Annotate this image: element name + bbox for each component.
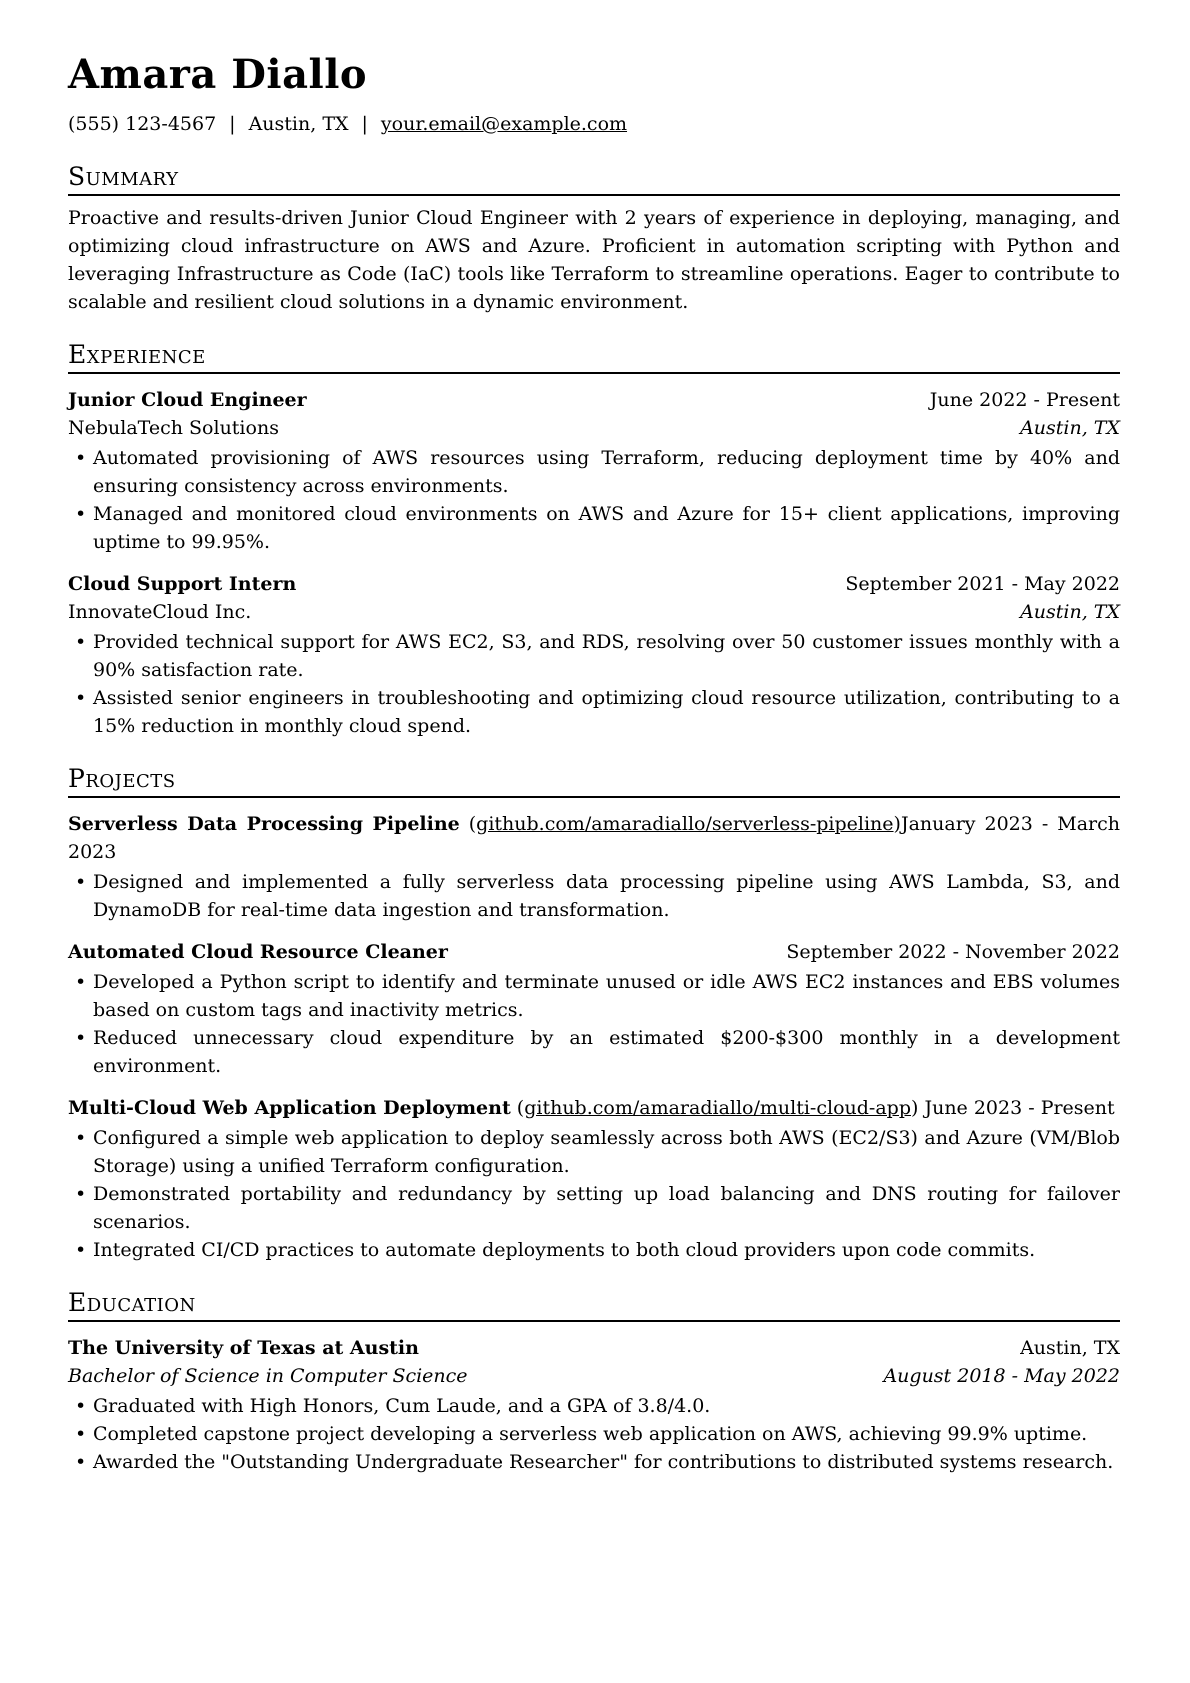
project-dates: September 2022 - November 2022 xyxy=(786,941,1120,963)
company-name: InnovateCloud Inc. xyxy=(68,601,252,623)
company-name: NebulaTech Solutions xyxy=(68,417,279,439)
bullet-item: • Designed and implemented a fully serverless data processing pipeline using AWS Lambda, S3, and DynamoDB for real-time data ingestion and transformation. xyxy=(68,868,1120,924)
job-bullets xyxy=(68,444,1120,556)
project-github-link[interactable]: github.com/amaradiallo/serverless-pipeline xyxy=(476,813,894,835)
bullet-item: • Assisted senior engineers in troubleshooting and optimizing cloud resource utilization, contributing to a 15% reduction in monthly cloud spend. xyxy=(68,684,1120,740)
job-location: Austin, TX xyxy=(1020,417,1120,439)
contact-separator: | xyxy=(229,113,236,135)
project-entry xyxy=(68,938,1120,1080)
project-entry xyxy=(68,1094,1120,1264)
bullet-item: • Awarded the "Outstanding Undergraduate Researcher" for contributions to distributed systems research. xyxy=(68,1448,1120,1476)
section-title-summary: Summary xyxy=(68,162,1120,196)
project-bullets xyxy=(68,1124,1120,1264)
project-name: Multi-Cloud Web Application Deployment xyxy=(68,1097,511,1119)
entry-header-row xyxy=(68,570,1120,598)
entry-header-row xyxy=(68,386,1120,414)
degree-name: Bachelor of Science in Computer Science xyxy=(68,1365,468,1387)
contact-separator: | xyxy=(361,113,368,135)
entry-subheader-row xyxy=(68,598,1120,626)
bullet-item: • Completed capstone project developing a serverless web application on AWS, achieving 99.9% uptime. xyxy=(68,1420,1120,1448)
summary-text: Proactive and results-driven Junior Cloud Engineer with 2 years of experience in deploying, managing, and optimizing cloud infrastructure on AWS and Azure. Proficient in automation scripting with Python and leveraging Infrastructure as Code (IaC) tools like Terraform to streamline operations. Eager to contribute to scalable and resilient cloud solutions in a dynamic environment. xyxy=(68,207,1120,313)
section-experience xyxy=(68,340,1120,740)
bullet-item: • Developed a Python script to identify and terminate unused or idle AWS EC2 instances and EBS volumes based on custom tags and inactivity metrics. xyxy=(68,968,1120,1024)
section-summary xyxy=(68,162,1120,316)
project-name: Serverless Data Processing Pipeline xyxy=(68,813,460,835)
entry-subheader-row xyxy=(68,414,1120,442)
job-dates: September 2021 - May 2022 xyxy=(845,573,1120,595)
project-bullets xyxy=(68,968,1120,1080)
person-name: Amara Diallo xyxy=(68,51,368,98)
bullet-item: • Provided technical support for AWS EC2, S3, and RDS, resolving over 50 customer issues monthly with a 90% satisfaction rate. xyxy=(68,628,1120,684)
project-header xyxy=(68,810,1120,866)
section-title-projects: Projects xyxy=(68,764,1120,798)
contact-location: Austin, TX xyxy=(248,113,349,135)
phone-number: (555) 123-4567 xyxy=(68,113,217,135)
section-title-education: Education xyxy=(68,1288,1120,1322)
entry-subheader-row xyxy=(68,1362,1120,1390)
project-dates: January 2023 - March 2023 xyxy=(68,813,1120,863)
close-paren: ) xyxy=(893,813,901,835)
project-name: Automated Cloud Resource Cleaner xyxy=(68,941,448,963)
education-bullets xyxy=(68,1392,1120,1476)
job-title: Junior Cloud Engineer xyxy=(68,389,307,411)
job-bullets xyxy=(68,628,1120,740)
project-header xyxy=(68,1094,1120,1122)
contact-line xyxy=(68,110,1120,138)
section-education xyxy=(68,1288,1120,1476)
resume-header xyxy=(68,52,1120,138)
entry-header-row xyxy=(68,1334,1120,1362)
section-projects xyxy=(68,764,1120,1264)
open-paren: ( xyxy=(516,1097,525,1119)
entry-header-row xyxy=(68,938,1120,966)
experience-entry xyxy=(68,386,1120,556)
bullet-item: • Reduced unnecessary cloud expenditure by an estimated $200-$300 monthly in a development environment. xyxy=(68,1024,1120,1080)
education-dates: August 2018 - May 2022 xyxy=(883,1365,1120,1387)
project-dates: June 2023 - Present xyxy=(924,1097,1115,1119)
project-github-link[interactable]: github.com/amaradiallo/multi-cloud-app xyxy=(524,1097,911,1119)
school-name: The University of Texas at Austin xyxy=(68,1337,419,1359)
experience-entry xyxy=(68,570,1120,740)
project-entry xyxy=(68,810,1120,924)
section-title-experience: Experience xyxy=(68,340,1120,374)
bullet-item: • Demonstrated portability and redundancy by setting up load balancing and DNS routing for failover scenarios. xyxy=(68,1180,1120,1236)
email-link[interactable]: your.email@example.com xyxy=(380,113,628,135)
bullet-item: • Managed and monitored cloud environments on AWS and Azure for 15+ client applications, improving uptime to 99.95%. xyxy=(68,500,1120,556)
bullet-item: • Integrated CI/CD practices to automate deployments to both cloud providers upon code commits. xyxy=(68,1236,1120,1264)
open-paren: ( xyxy=(468,813,477,835)
job-dates: June 2022 - Present xyxy=(929,389,1120,411)
project-bullets xyxy=(68,868,1120,924)
close-paren: ) xyxy=(911,1097,919,1119)
bullet-item: • Automated provisioning of AWS resources using Terraform, reducing deployment time by 40% and ensuring consistency across environments. xyxy=(68,444,1120,500)
job-title: Cloud Support Intern xyxy=(68,573,297,595)
school-location: Austin, TX xyxy=(1020,1337,1120,1359)
bullet-item: • Configured a simple web application to deploy seamlessly across both AWS (EC2/S3) and Azure (VM/Blob Storage) using a unified Terraform configuration. xyxy=(68,1124,1120,1180)
job-location: Austin, TX xyxy=(1020,601,1120,623)
bullet-item: • Graduated with High Honors, Cum Laude, and a GPA of 3.8/4.0. xyxy=(68,1392,1120,1420)
education-entry xyxy=(68,1334,1120,1476)
